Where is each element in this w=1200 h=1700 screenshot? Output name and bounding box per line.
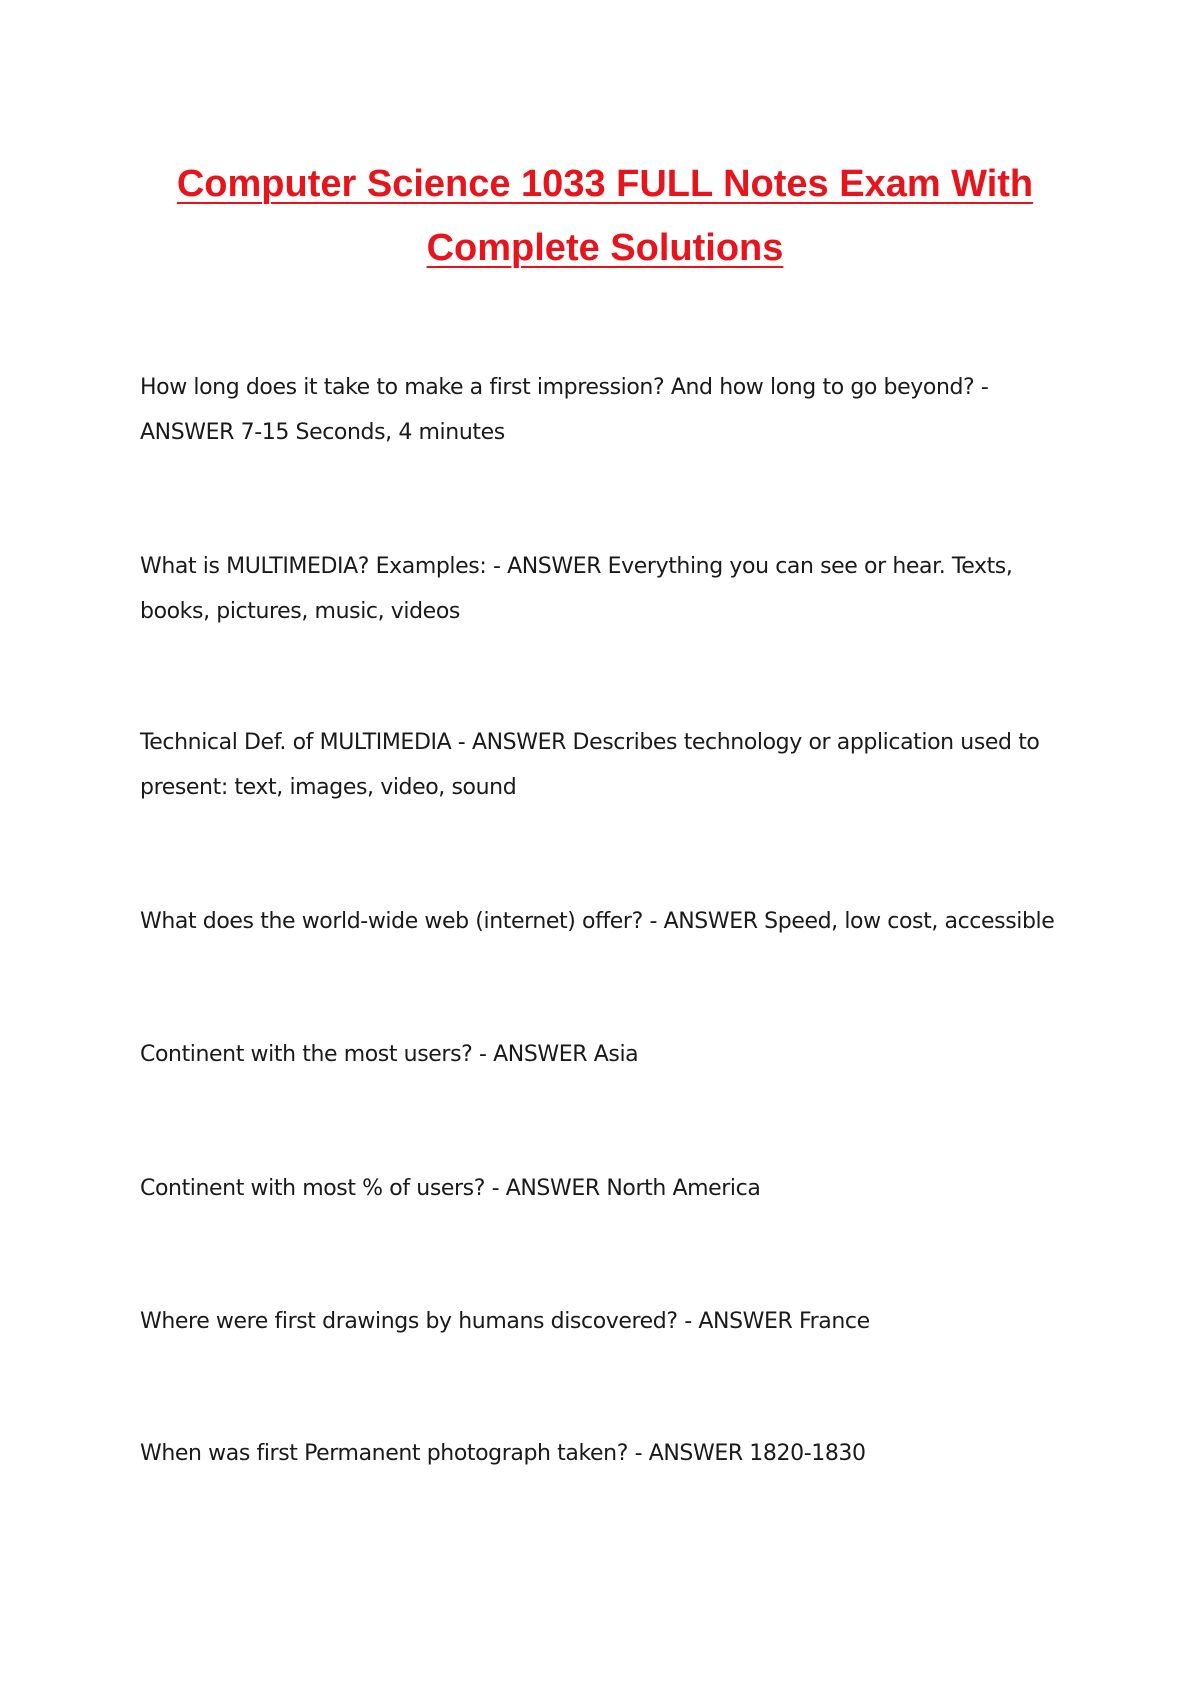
qa-item-line: Technical Def. of MULTIMEDIA - ANSWER Describes technology or application used to	[140, 730, 1040, 755]
qa-item-first-impression	[140, 365, 1070, 455]
qa-item-line: ANSWER 7-15 Seconds, 4 minutes	[140, 420, 505, 445]
qa-item-line: Continent with the most users? - ANSWER Asia	[140, 1042, 639, 1067]
qa-item-line: books, pictures, music, videos	[140, 599, 460, 624]
title-line-1: Computer Science 1033 FULL Notes Exam With	[176, 163, 1034, 205]
qa-item-line: When was first Permanent photograph taken? - ANSWER 1820-1830	[140, 1441, 866, 1466]
qa-item-line: How long does it take to make a first impression? And how long to go beyond? -	[140, 375, 989, 400]
document-title	[140, 152, 1070, 280]
qa-item-line: present: text, images, video, sound	[140, 775, 517, 800]
qa-item-world-wide-web	[140, 899, 1070, 944]
qa-item-most-percent-users	[140, 1166, 1070, 1211]
title-line-2: Complete Solutions	[426, 227, 784, 269]
qa-item-most-users	[140, 1032, 1070, 1077]
qa-item-line: Where were first drawings by humans discovered? - ANSWER France	[140, 1309, 870, 1334]
qa-item-multimedia	[140, 544, 1070, 634]
qa-item-first-drawings	[140, 1299, 1070, 1344]
qa-item-line: What is MULTIMEDIA? Examples: - ANSWER Everything you can see or hear. Texts,	[140, 554, 1013, 579]
qa-item-technical-def	[140, 720, 1070, 810]
qa-item-line: Continent with most % of users? - ANSWER North America	[140, 1176, 761, 1201]
qa-item-line: What does the world-wide web (internet) offer? - ANSWER Speed, low cost, accessible	[140, 909, 1055, 934]
qa-item-first-photograph	[140, 1431, 1070, 1476]
